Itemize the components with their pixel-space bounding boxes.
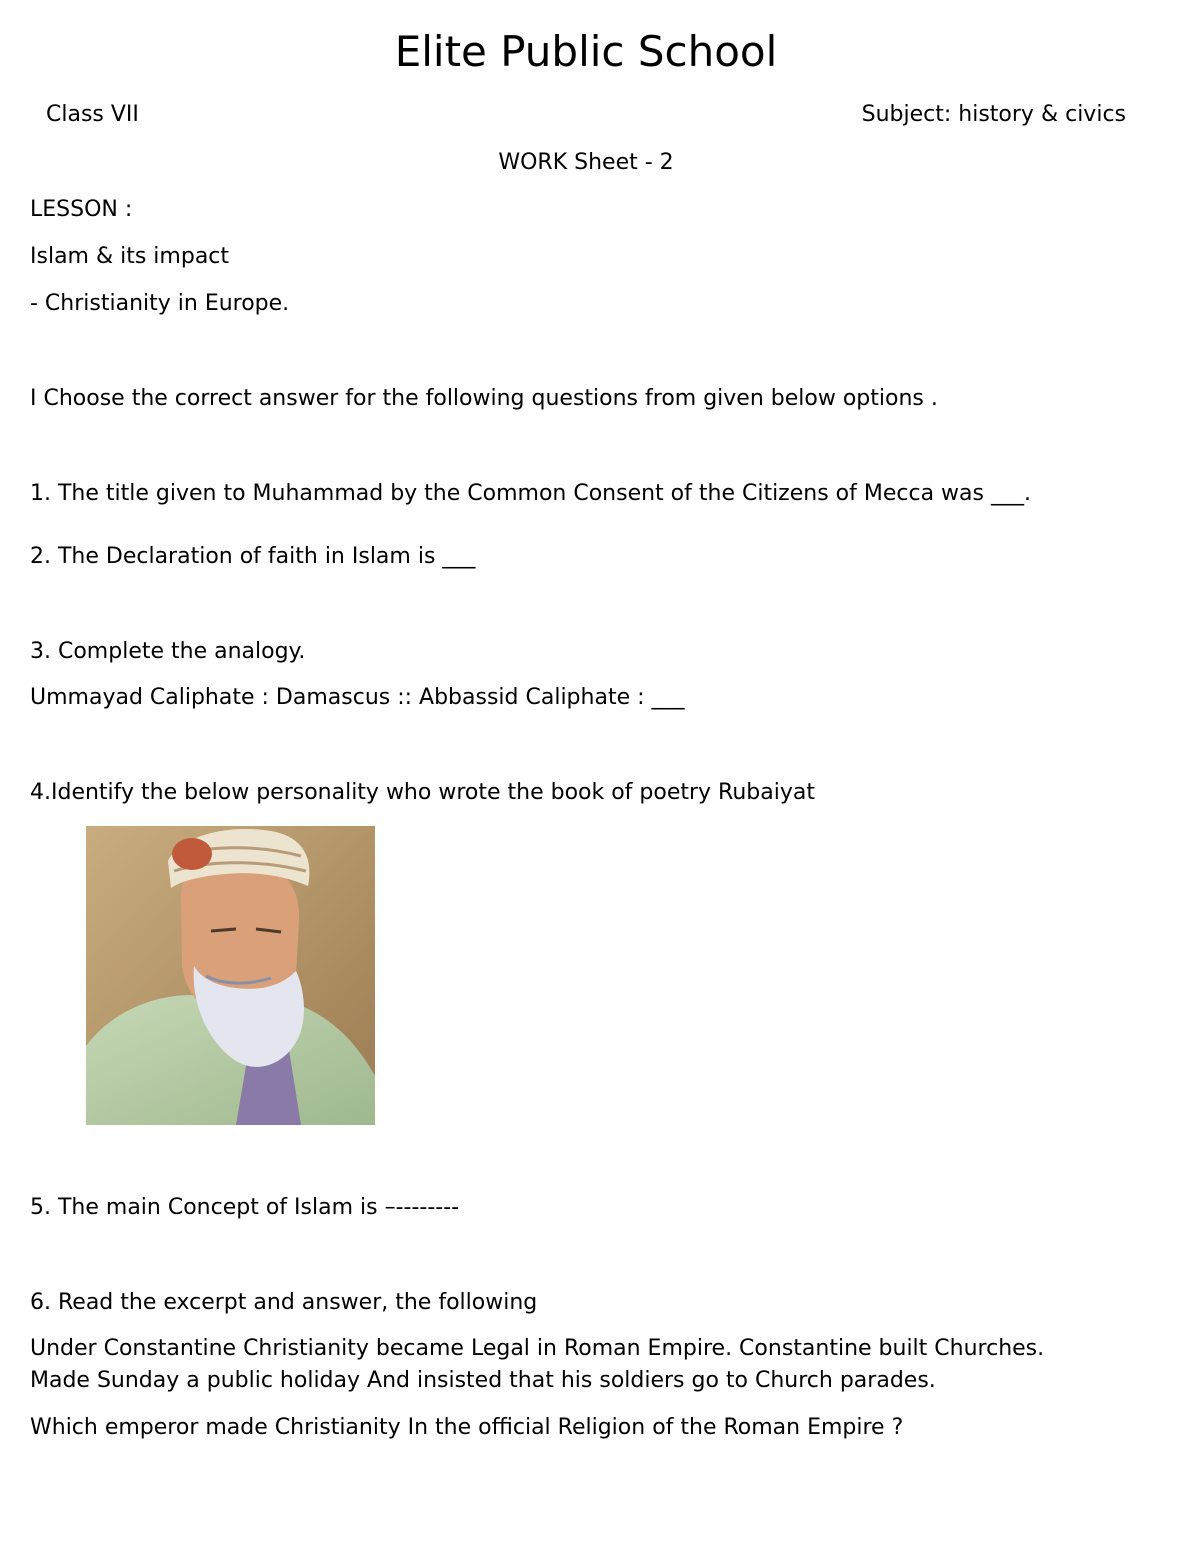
portrait-image [86,826,375,1125]
excerpt-line-1: Under Constantine Christianity became Legal in Roman Empire. Constantine built Churches. [30,1336,1045,1361]
question-3: 3. Complete the analogy. [30,639,306,664]
instruction: I Choose the correct answer for the following questions from given below options . [30,386,938,411]
school-name: Elite Public School [394,27,778,76]
subject-label: Subject: history & civics [861,102,1126,127]
lesson-topic-islam: Islam & its impact [30,244,230,269]
question-6: 6. Read the excerpt and answer, the following [30,1290,538,1315]
lesson-topic-christianity: - Christianity in Europe. [30,291,290,316]
worksheet-label: WORK Sheet - 2 [498,150,674,175]
question-4: 4.Identify the below personality who wrote the book of poetry Rubaiyat [30,780,815,805]
class-label: Class VII [46,102,139,127]
portrait-cap [172,838,212,870]
lesson-label: LESSON : [30,197,133,222]
question-2: 2. The Declaration of faith in Islam is ___ [30,544,476,569]
question-5: 5. The main Concept of Islam is –-------- [30,1195,460,1220]
question-6-prompt: Which emperor made Christianity In the official Religion of the Roman Empire ? [30,1415,904,1440]
question-3-analogy: Ummayad Caliphate : Damascus :: Abbassid Caliphate : ___ [30,685,685,710]
excerpt-line-2: Made Sunday a public holiday And insisted that his soldiers go to Church parades. [30,1368,936,1393]
question-1: 1. The title given to Muhammad by the Common Consent of the Citizens of Mecca was ___. [30,481,1031,506]
